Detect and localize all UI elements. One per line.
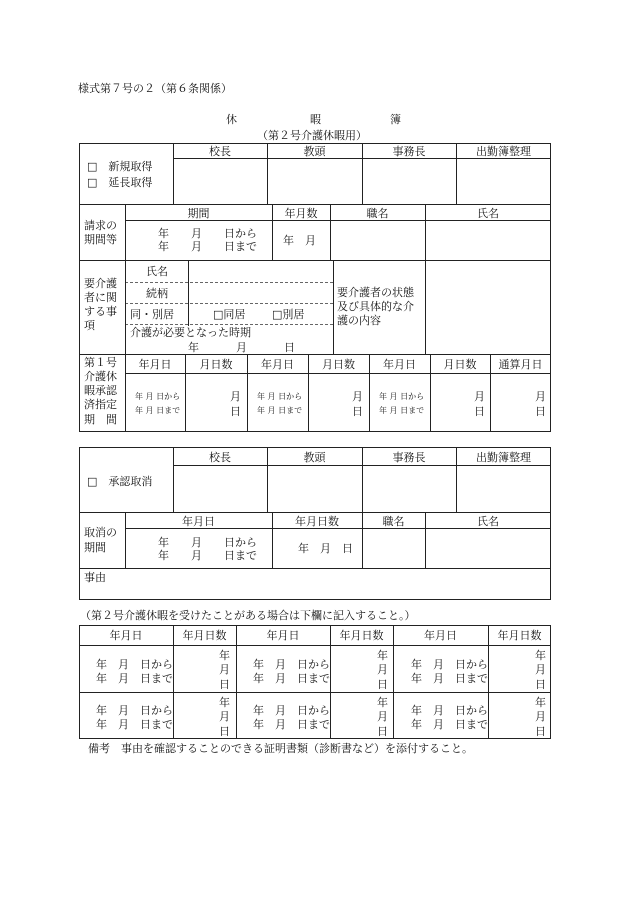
h2-d-3: 日 — [535, 725, 546, 738]
h2-from-1: 年 月 日から — [96, 704, 173, 717]
name-header: 氏名 — [477, 207, 499, 220]
history-ymd-2: 年月日 — [266, 629, 300, 642]
period-header: 期間 — [187, 207, 210, 220]
position-header: 職名 — [366, 207, 389, 220]
designated-label-2: 介護休 — [84, 370, 117, 383]
des-from-2: 年 月 日から — [257, 392, 303, 401]
des-d-4: 日 — [535, 405, 546, 418]
care-relation-label: 続柄 — [146, 287, 168, 300]
separate-checkbox[interactable]: □別居 — [272, 308, 305, 321]
h2-d-1: 日 — [219, 725, 230, 738]
cancel-position-header: 職名 — [382, 515, 405, 528]
request-to: 年 月 日まで — [158, 240, 257, 253]
need-month: 月 — [236, 341, 247, 354]
h2-m-2: 月 — [377, 710, 388, 723]
h1-m-3: 月 — [535, 663, 546, 676]
cancel-to: 年 月 日まで — [158, 549, 257, 562]
des-m-4: 月 — [535, 390, 546, 403]
remarks: 備考 事由を確認することのできる証明書類（診断書など）を添付すること。 — [88, 742, 473, 755]
des-d-2: 日 — [352, 405, 363, 418]
h2-to-1: 年 月 日まで — [96, 718, 173, 731]
des-m-3: 月 — [474, 390, 485, 403]
approver-head-teacher: 教頭 — [303, 145, 326, 158]
des-ymd-1: 年月日 — [138, 358, 172, 371]
cancel-label-1: 取消の — [84, 526, 117, 539]
des-m-1: 月 — [230, 390, 241, 403]
cancel-ymd-header: 年月日 — [182, 515, 215, 528]
form-number: 様式第７号の２（第６条関係） — [78, 82, 232, 95]
history-ymd-3: 年月日 — [424, 629, 457, 642]
h1-d-2: 日 — [377, 678, 388, 691]
together-checkbox[interactable]: □同居 — [213, 308, 246, 321]
need-year: 年 — [188, 341, 199, 354]
request-label-1: 請求の — [84, 219, 117, 232]
care-label-2: 者に関 — [84, 291, 117, 304]
request-from: 年 月 日から — [158, 227, 257, 240]
h1-m-2: 月 — [377, 663, 388, 676]
des-ymd-3: 年月日 — [383, 358, 416, 371]
need-day: 日 — [284, 341, 295, 354]
cancel-approver-office-head: 事務長 — [392, 451, 426, 464]
des-to-2: 年 月 日まで — [257, 406, 303, 415]
care-name-label: 氏名 — [146, 265, 168, 278]
cancel-name-header: 氏名 — [477, 515, 499, 528]
subtitle: （第２号介護休暇用） — [257, 129, 367, 142]
designated-label-4: 済指定 — [84, 398, 117, 411]
h1-from-2: 年 月 日から — [253, 658, 330, 671]
new-acquisition-checkbox[interactable]: □ 新規取得 — [87, 160, 153, 173]
title-char-3: 簿 — [390, 113, 401, 126]
h1-to-2: 年 月 日まで — [253, 672, 330, 685]
h1-y-1: 年 — [219, 649, 230, 662]
h2-to-2: 年 月 日まで — [253, 718, 330, 731]
des-d-3: 日 — [474, 405, 485, 418]
extension-checkbox[interactable]: □ 延長取得 — [87, 176, 153, 189]
h1-from-1: 年 月 日から — [96, 658, 173, 671]
cancel-approver-attendance: 出勤簿整理 — [476, 451, 531, 464]
h1-d-1: 日 — [219, 678, 230, 691]
request-label-2: 期間等 — [84, 233, 117, 246]
des-from-3: 年 月 日から — [379, 392, 425, 401]
h2-m-3: 月 — [535, 710, 546, 723]
h1-from-3: 年 月 日から — [411, 658, 488, 671]
history-ymd-1: 年月日 — [109, 629, 143, 642]
h2-d-2: 日 — [377, 725, 388, 738]
history-count-3: 年月日数 — [497, 629, 542, 642]
h1-to-1: 年 月 日まで — [96, 672, 173, 685]
ym-count-header: 年月数 — [284, 207, 318, 220]
history-count-2: 年月日数 — [339, 629, 384, 642]
reason-label: 事由 — [84, 571, 106, 584]
des-ymd-2: 年月日 — [261, 358, 294, 371]
condition-label-2: 及び具体的な介 — [337, 300, 414, 313]
h1-m-1: 月 — [219, 663, 230, 676]
cancel-approver-principal: 校長 — [209, 451, 231, 464]
request-ym: 年 月 — [283, 234, 316, 247]
des-to-1: 年 月 日まで — [135, 406, 181, 415]
h2-y-3: 年 — [535, 696, 546, 709]
cancel-count-header: 年月日数 — [295, 515, 339, 528]
h1-y-2: 年 — [377, 649, 388, 662]
cancel-from: 年 月 日から — [158, 536, 257, 549]
des-d-1: 日 — [230, 405, 241, 418]
designated-label-1: 第１号 — [84, 356, 117, 369]
h2-from-2: 年 月 日から — [253, 704, 330, 717]
h2-from-3: 年 月 日から — [411, 704, 488, 717]
h1-to-3: 年 月 日まで — [411, 672, 488, 685]
designated-label-3: 暇承認 — [84, 384, 117, 397]
care-label-3: する事 — [84, 305, 117, 318]
living-label: 同・別居 — [130, 308, 174, 321]
h2-y-1: 年 — [219, 696, 230, 709]
approver-attendance: 出勤簿整理 — [476, 145, 531, 158]
des-days-3: 月日数 — [443, 358, 477, 371]
condition-label-1: 要介護者の状態 — [337, 286, 414, 299]
condition-label-3: 護の内容 — [337, 314, 381, 327]
history-note: （第２号介護休暇を受けたことがある場合は下欄に記入すること。） — [80, 609, 416, 622]
care-label-4: 項 — [84, 319, 95, 332]
des-m-2: 月 — [352, 390, 363, 403]
care-label-1: 要介護 — [84, 277, 117, 290]
title-char-2: 暇 — [310, 113, 321, 126]
cancel-approver-head-teacher: 教頭 — [303, 451, 326, 464]
des-from-1: 年 月 日から — [135, 392, 181, 401]
need-time-label: 介護が必要となった時期 — [130, 326, 251, 339]
h2-m-1: 月 — [219, 710, 230, 723]
h1-y-3: 年 — [535, 649, 546, 662]
des-total: 通算月日 — [498, 358, 543, 371]
h2-to-3: 年 月 日まで — [411, 718, 488, 731]
approver-principal: 校長 — [209, 145, 231, 158]
h2-y-2: 年 — [377, 696, 388, 709]
des-days-2: 月日数 — [322, 358, 355, 371]
title-char-1: 休 — [226, 113, 237, 126]
designated-label-5: 期 間 — [84, 413, 117, 426]
approver-office-head: 事務長 — [392, 145, 426, 158]
cancel-count: 年 月 日 — [298, 542, 353, 555]
history-count-1: 年月日数 — [182, 629, 227, 642]
des-days-1: 月日数 — [199, 358, 233, 371]
cancel-approval-checkbox[interactable]: □ 承認取消 — [87, 475, 153, 488]
h1-d-3: 日 — [535, 678, 546, 691]
des-to-3: 年 月 日まで — [379, 406, 425, 415]
cancel-label-2: 期間 — [84, 541, 106, 554]
